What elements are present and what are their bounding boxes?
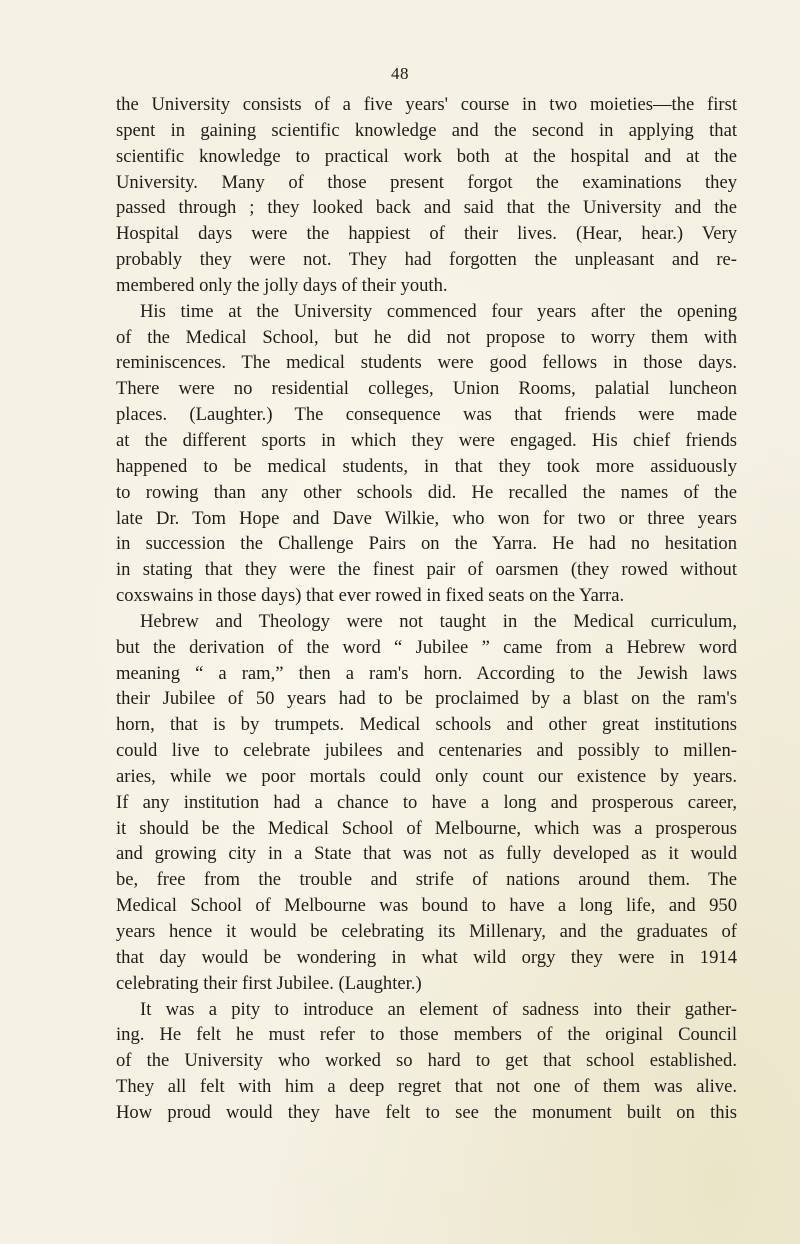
paragraph [116, 299, 737, 609]
text-line: Hospital days were the happiest of their lives. (Hear, hear.) Very [116, 223, 737, 245]
text-line: They all felt with him a deep regret that not one of them was alive. [116, 1076, 737, 1098]
paragraph [116, 609, 737, 997]
text-line: their Jubilee of 50 years had to be proclaimed by a blast on the ram's [116, 688, 737, 710]
text-line: celebrating their first Jubilee. (Laughter.) [116, 972, 422, 994]
text-line: late Dr. Tom Hope and Dave Wilkie, who won for two or three years [116, 507, 737, 529]
text-line: His time at the University commenced four years after the opening [140, 300, 737, 322]
text-line: spent in gaining scientific knowledge and the second in applying that [116, 119, 737, 141]
text-line: of the University who worked so hard to get that school established. [116, 1050, 737, 1072]
text-line: aries, while we poor mortals could only count our existence by years. [116, 765, 737, 787]
text-line: happened to be medical students, in that they took more assiduously [116, 455, 737, 477]
text-line: membered only the jolly days of their youth. [116, 274, 448, 296]
text-line: places. (Laughter.) The consequence was that friends were made [116, 404, 737, 426]
text-line: scientific knowledge to practical work both at the hospital and at the [116, 145, 737, 167]
text-line: How proud would they have felt to see the monument built on this [116, 1101, 737, 1123]
paragraph [116, 997, 737, 1126]
text-line: There were no residential colleges, Union Rooms, palatial luncheon [116, 378, 737, 400]
text-line: horn, that is by trumpets. Medical schools and other great institutions [116, 714, 737, 736]
text-line: If any institution had a chance to have a long and prosperous career, [116, 791, 737, 813]
text-line: be, free from the trouble and strife of nations around them. The [116, 869, 737, 891]
text-line: ing. He felt he must refer to those members of the original Council [116, 1024, 737, 1046]
text-line: of the Medical School, but he did not propose to worry them with [116, 326, 737, 348]
text-line: passed through ; they looked back and said that the University and the [116, 197, 737, 219]
text-line: that day would be wondering in what wild orgy they were in 1914 [116, 946, 737, 968]
text-line: Hebrew and Theology were not taught in the Medical curriculum, [140, 610, 737, 632]
paragraph [116, 92, 737, 299]
text-line: and growing city in a State that was not as fully developed as it would [116, 843, 737, 865]
text-line: Medical School of Melbourne was bound to have a long life, and 950 [116, 895, 737, 917]
body-text [116, 92, 737, 1126]
text-line: coxswains in those days) that ever rowed in fixed seats on the Yarra. [116, 585, 625, 607]
text-line: It was a pity to introduce an element of sadness into their gather- [140, 998, 737, 1020]
text-line: but the derivation of the word “ Jubilee ” came from a Hebrew word [116, 636, 737, 658]
text-line: reminiscences. The medical students were good fellows in those days. [116, 352, 737, 374]
text-line: years hence it would be celebrating its Millenary, and the graduates of [116, 921, 737, 942]
page-number: 48 [391, 64, 409, 83]
text-line: could live to celebrate jubilees and centenaries and possibly to millen- [116, 740, 737, 762]
text-line: in succession the Challenge Pairs on the Yarra. He had no hesitation [116, 533, 737, 555]
text-line: probably they were not. They had forgotten the unpleasant and re- [116, 249, 737, 271]
text-line: University. Many of those present forgot the examinations they [116, 171, 737, 193]
text-line: at the different sports in which they were engaged. His chief friends [116, 429, 737, 451]
text-line: it should be the Medical School of Melbourne, which was a prosperous [116, 817, 737, 839]
text-line: in stating that they were the finest pair of oarsmen (they rowed without [116, 559, 737, 581]
text-line: the University consists of a five years' course in two moieties—the first [116, 94, 737, 115]
text-line: meaning “ a ram,” then a ram's horn. According to the Jewish laws [116, 662, 737, 684]
text-line: to rowing than any other schools did. He recalled the names of the [116, 481, 737, 503]
